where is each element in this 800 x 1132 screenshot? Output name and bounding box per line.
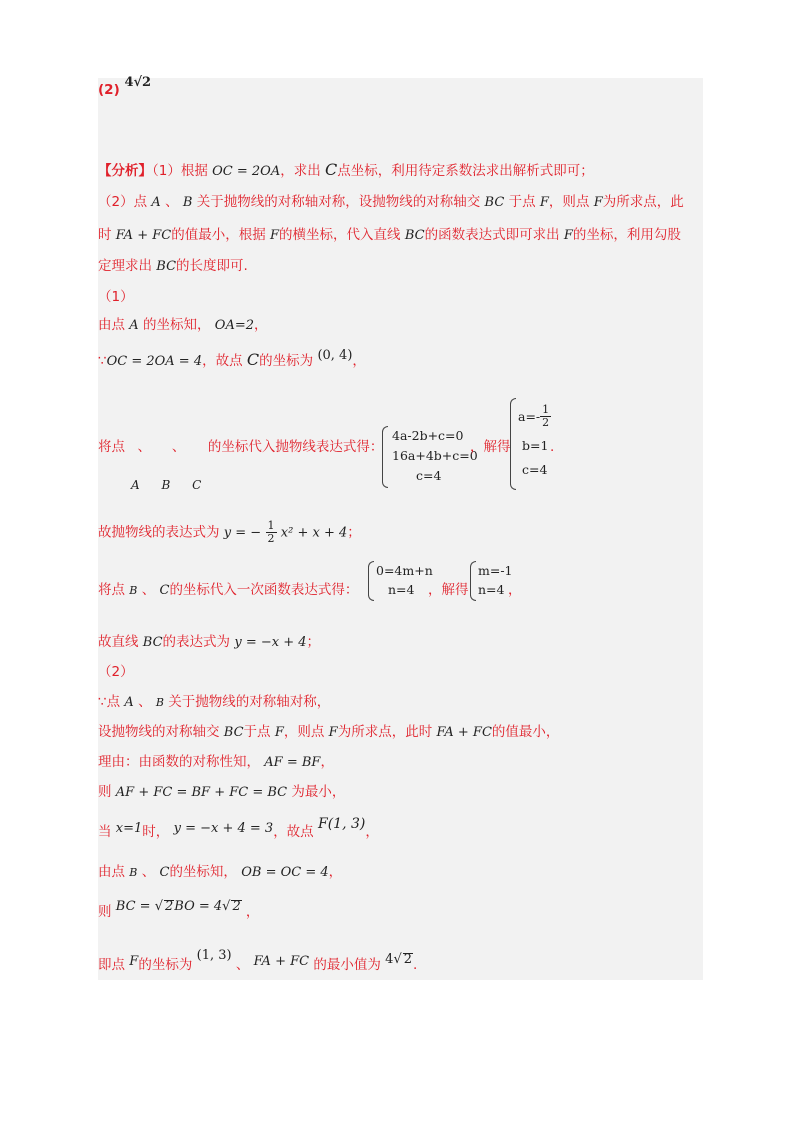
sol1-line-6: 故直线 BC的表达式为 y = −x + 4； [98,634,320,650]
sol2-line-3: 理由：由函数的对称性知， AF = BF， [98,754,334,770]
solution-1-heading: （1） [98,289,134,305]
analysis-line-4: 定理求出 BC的长度即可. [98,258,248,274]
sol2-line-1: ∵点 A 、 B 关于抛物线的对称轴对称， [98,694,331,710]
sol1-solve-label: ，解得 [470,439,511,455]
sol2-line-8: 即点 F的坐标为 (1, 3) 、 FA + FC 的最小值为 4√ 2. [98,948,418,973]
sol1-point-labels: A B C [131,478,202,492]
sol1-line-4: 故抛物线的表达式为 y = − $\frac{1}{2}$ x² + x + 4； [98,519,361,545]
analysis-line-1: 【分析】（1）根据 OC = 2OA，求出 C点坐标，利用待定系数法求出解析式即可； [98,160,594,179]
solution-a: a=- $\frac{1}{2}$ b=1 c=4 [518,402,550,477]
sol2-line-7: 则 BC = √ 2BO = 4√ 2 ， [98,899,260,920]
sol2-line-5: 当 x=1时， y = −x + 4 = 3，故点 F(1, 3)， [98,816,379,840]
sol1-line-1: 由点 A 的坐标知， OA=2， [98,317,268,333]
analysis-line-2: （2）点 A 、 B 关于抛物线的对称轴对称，设抛物线的对称轴交 BC 于点 F，则点 F为所求点，此 [98,194,684,210]
analysis-line-3: 时 FA + FC的值最小，根据 F的横坐标，代入直线 BC的函数表达式即可求出 F的坐标，利用勾股 [98,227,681,243]
sol2-line-4: 则 AF + FC = BF + FC = BC 为最小， [98,784,346,800]
answer-value: 4√2 [124,75,152,90]
brace-system-a [382,426,388,488]
brace-solution-a [510,398,516,490]
system-a: 4a-2b+c=0 16a+4b+c=0 c=4 [392,428,478,483]
brace-system-b [368,561,374,601]
sol1-line-5: 将点 B 、 C的坐标代入一次函数表达式得： [98,582,359,598]
system-b: 0=4m+n n=4 [376,563,433,597]
brace-solution-b [470,561,476,601]
solution-b: m=-1 n=4 [478,563,513,597]
answer-label: (2) [98,82,120,98]
sol2-line-6: 由点 B 、 C的坐标知， OB = OC = 4， [98,864,343,880]
sol1-line-2: ∵OC = 2OA = 4，故点 C的坐标为 (0, 4)， [98,348,366,369]
solution-2-heading: （2） [98,664,134,680]
sol2-line-2: 设抛物线的对称轴交 BC于点 F，则点 F为所求点，此时 FA + FC的值最小， [98,724,560,740]
answer-2 [98,75,152,101]
sol1-line-3: 将点 、 、 的坐标代入抛物线表达式得： [98,439,384,455]
